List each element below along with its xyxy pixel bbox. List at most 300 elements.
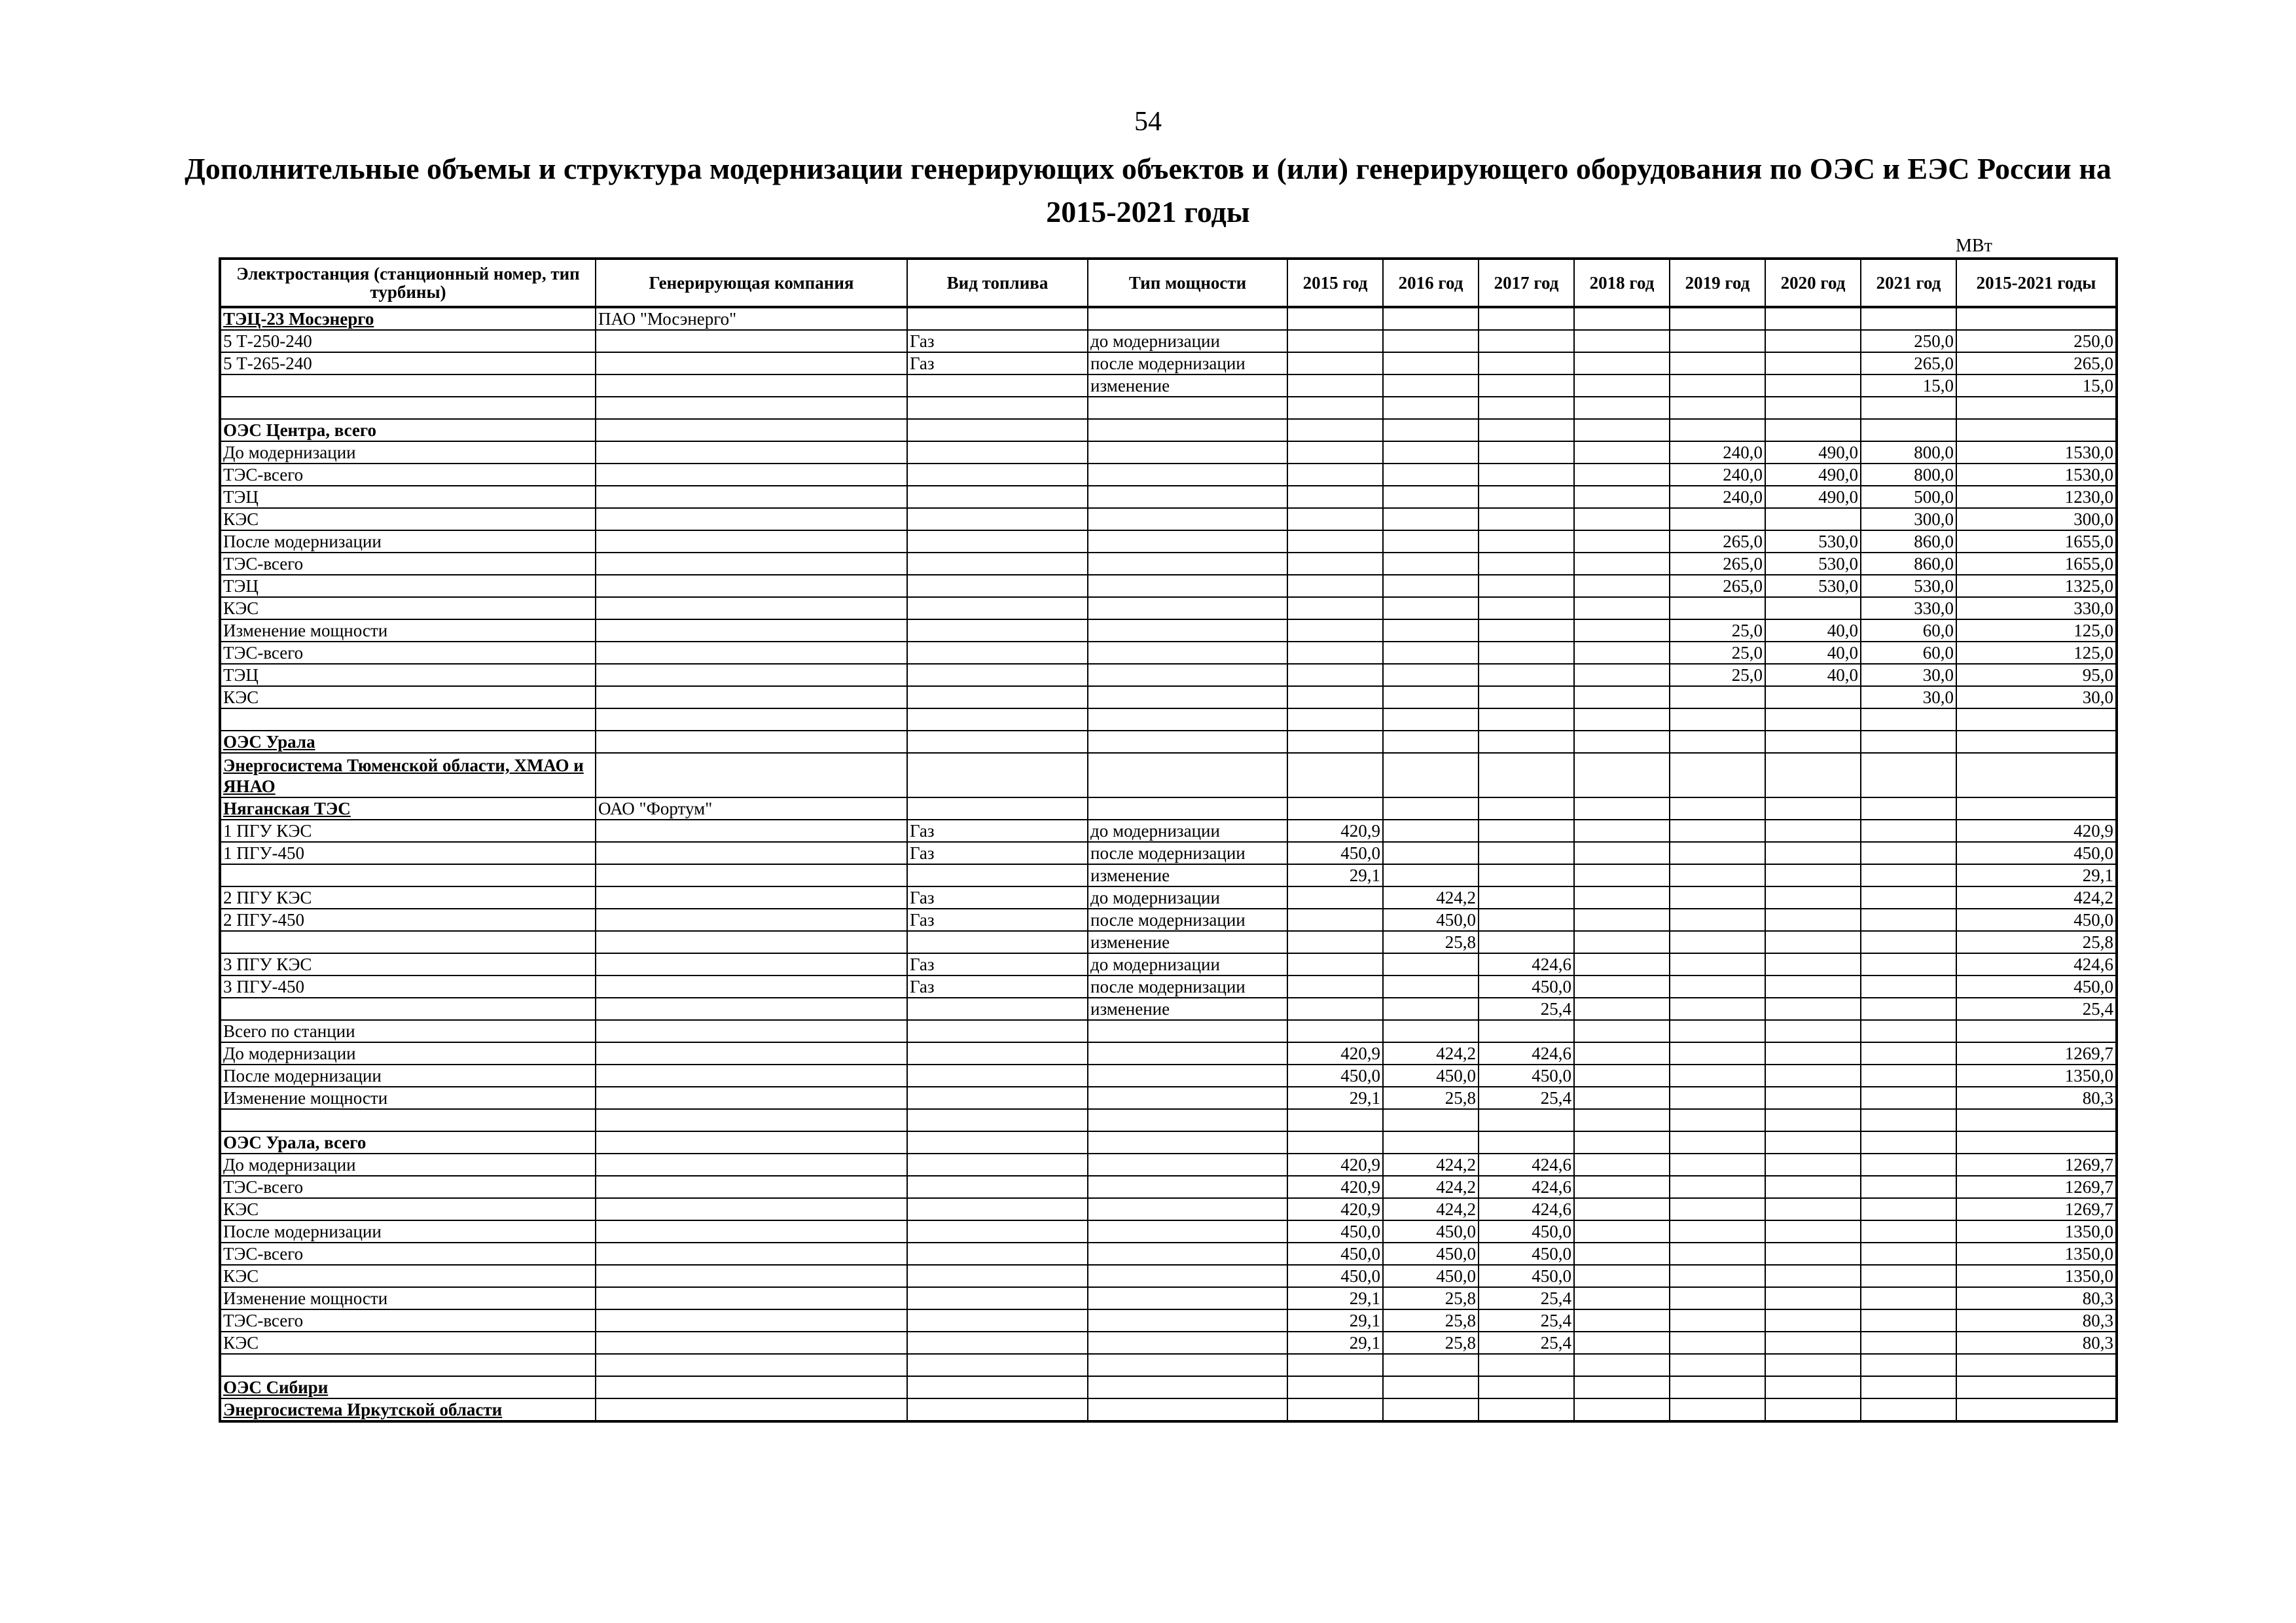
- table-cell: [1574, 597, 1670, 619]
- table-cell: [1861, 1332, 1956, 1354]
- table-row: [220, 1220, 2117, 1243]
- table-cell: Газ: [907, 976, 1088, 998]
- table-cell: [1088, 530, 1287, 553]
- table-cell: [1765, 397, 1861, 419]
- table-cell: [1479, 508, 1574, 530]
- table-cell: [1383, 553, 1479, 575]
- table-cell: [1574, 1398, 1670, 1421]
- table-cell: [907, 1220, 1088, 1243]
- table-cell: [1287, 976, 1383, 998]
- table-cell: [1574, 998, 1670, 1020]
- table-cell: 420,9: [1956, 820, 2117, 842]
- table-cell: [1088, 1042, 1287, 1065]
- table-cell: [907, 464, 1088, 486]
- table-cell: [1287, 307, 1383, 330]
- table-cell: 265,0: [1670, 553, 1765, 575]
- table-cell: [1574, 886, 1670, 909]
- table-cell: 2 ПГУ КЭС: [220, 886, 596, 909]
- table-cell: [1383, 508, 1479, 530]
- table-cell: КЭС: [220, 686, 596, 708]
- table-cell: [1670, 820, 1765, 842]
- table-cell: 1350,0: [1956, 1265, 2117, 1287]
- table-cell: [1383, 998, 1479, 1020]
- table-cell: 25,0: [1670, 642, 1765, 664]
- table-cell: [1670, 1154, 1765, 1176]
- table-cell: [596, 397, 907, 419]
- table-cell: [1670, 1376, 1765, 1398]
- table-cell: 1230,0: [1956, 486, 2117, 508]
- table-cell: [1670, 1287, 1765, 1309]
- table-cell: [1479, 330, 1574, 352]
- table-cell: 450,0: [1383, 1243, 1479, 1265]
- table-cell: [1383, 307, 1479, 330]
- table-cell: [1765, 931, 1861, 953]
- table-cell: [220, 1354, 596, 1376]
- table-cell: Няганская ТЭС: [220, 797, 596, 820]
- table-cell: [1088, 1176, 1287, 1198]
- column-header: Генерирующая компания: [596, 259, 907, 307]
- table-cell: ПАО "Мосэнерго": [596, 307, 907, 330]
- table-cell: 530,0: [1861, 575, 1956, 597]
- table-cell: [596, 708, 907, 731]
- table-cell: [1383, 1354, 1479, 1376]
- table-cell: 25,4: [1479, 998, 1574, 1020]
- table-cell: [1670, 1220, 1765, 1243]
- table-cell: [1861, 1176, 1956, 1198]
- table-cell: [1574, 931, 1670, 953]
- table-cell: 450,0: [1287, 1065, 1383, 1087]
- table-cell: [1956, 1376, 2117, 1398]
- column-header: Вид топлива: [907, 259, 1088, 307]
- table-cell: [1861, 731, 1956, 753]
- table-cell: [1956, 1109, 2117, 1131]
- table-cell: 240,0: [1670, 464, 1765, 486]
- table-cell: [1861, 419, 1956, 441]
- table-cell: [1088, 1065, 1287, 1087]
- table-row: [220, 686, 2117, 708]
- table-cell: [1479, 1109, 1574, 1131]
- table-cell: 330,0: [1861, 597, 1956, 619]
- table-cell: 424,6: [1479, 1198, 1574, 1220]
- table-row: [220, 1087, 2117, 1109]
- table-cell: [1670, 307, 1765, 330]
- table-cell: [1287, 464, 1383, 486]
- table-cell: [907, 686, 1088, 708]
- table-cell: 25,8: [1383, 931, 1479, 953]
- table-cell: 25,4: [1479, 1087, 1574, 1109]
- table-cell: Газ: [907, 909, 1088, 931]
- table-cell: [1861, 708, 1956, 731]
- table-cell: [1479, 441, 1574, 464]
- table-cell: [1383, 686, 1479, 708]
- table-cell: 424,2: [1383, 886, 1479, 909]
- table-cell: [1287, 575, 1383, 597]
- table-cell: [1670, 998, 1765, 1020]
- table-cell: [1574, 508, 1670, 530]
- table-cell: [1574, 530, 1670, 553]
- table-cell: [1574, 307, 1670, 330]
- table-cell: ТЭЦ-23 Мосэнерго: [220, 307, 596, 330]
- table-cell: [1287, 1109, 1383, 1131]
- table-cell: [1574, 1354, 1670, 1376]
- table-cell: [1861, 931, 1956, 953]
- table-cell: [1765, 1131, 1861, 1154]
- table-cell: Энергосистема Тюменской области, ХМАО и ЯНАО: [220, 753, 596, 797]
- table-cell: [1765, 864, 1861, 886]
- table-cell: [1861, 1376, 1956, 1398]
- table-row: [220, 619, 2117, 642]
- table-cell: [1574, 864, 1670, 886]
- table-row: [220, 664, 2117, 686]
- table-cell: 30,0: [1861, 664, 1956, 686]
- table-cell: [907, 731, 1088, 753]
- table-cell: 800,0: [1861, 464, 1956, 486]
- table-cell: ОЭС Урала: [220, 731, 596, 753]
- table-cell: [1574, 1376, 1670, 1398]
- table-row: [220, 1131, 2117, 1154]
- table-cell: 29,1: [1287, 1332, 1383, 1354]
- table-cell: [1574, 708, 1670, 731]
- table-row: [220, 886, 2117, 909]
- table-cell: [1479, 797, 1574, 820]
- table-cell: [1088, 553, 1287, 575]
- table-cell: ТЭС-всего: [220, 464, 596, 486]
- table-cell: [907, 1154, 1088, 1176]
- table-cell: [1670, 864, 1765, 886]
- table-cell: [596, 931, 907, 953]
- table-cell: [907, 1065, 1088, 1087]
- table-cell: [1765, 998, 1861, 1020]
- table-cell: 1530,0: [1956, 441, 2117, 464]
- table-cell: [1765, 1198, 1861, 1220]
- table-cell: 450,0: [1287, 1243, 1383, 1265]
- table-cell: 25,8: [1956, 931, 2117, 953]
- table-cell: [1088, 1398, 1287, 1421]
- table-cell: [907, 1020, 1088, 1042]
- table-cell: [1479, 820, 1574, 842]
- table-cell: [1088, 1220, 1287, 1243]
- table-cell: [1287, 619, 1383, 642]
- table-row: [220, 1198, 2117, 1220]
- table-cell: [1670, 953, 1765, 976]
- table-cell: [1088, 575, 1287, 597]
- table-cell: [1479, 597, 1574, 619]
- table-cell: После модернизации: [220, 530, 596, 553]
- table-cell: 500,0: [1861, 486, 1956, 508]
- table-cell: 450,0: [1956, 909, 2117, 931]
- table-cell: [1574, 330, 1670, 352]
- table-cell: [907, 1376, 1088, 1398]
- table-cell: [1574, 820, 1670, 842]
- table-cell: 25,0: [1670, 664, 1765, 686]
- table-cell: [1383, 864, 1479, 886]
- table-cell: [1287, 352, 1383, 374]
- table-cell: до модернизации: [1088, 953, 1287, 976]
- table-cell: [1479, 397, 1574, 419]
- table-cell: 1269,7: [1956, 1198, 2117, 1220]
- table-cell: [907, 931, 1088, 953]
- table-cell: [1574, 686, 1670, 708]
- table-cell: [907, 1087, 1088, 1109]
- table-cell: [596, 1042, 907, 1065]
- table-cell: [596, 1287, 907, 1309]
- table-cell: до модернизации: [1088, 330, 1287, 352]
- table-cell: [1670, 374, 1765, 397]
- table-cell: [1956, 397, 2117, 419]
- table-cell: [1479, 1354, 1574, 1376]
- table-row: [220, 953, 2117, 976]
- table-cell: [907, 1131, 1088, 1154]
- table-cell: 424,2: [1383, 1198, 1479, 1220]
- table-row: [220, 797, 2117, 820]
- table-cell: [1861, 1287, 1956, 1309]
- table-cell: 250,0: [1956, 330, 2117, 352]
- table-cell: [1765, 909, 1861, 931]
- table-cell: [1088, 307, 1287, 330]
- table-cell: [596, 1198, 907, 1220]
- table-cell: ОЭС Сибири: [220, 1376, 596, 1398]
- table-cell: ТЭЦ: [220, 575, 596, 597]
- table-cell: [1088, 753, 1287, 797]
- table-cell: [1670, 886, 1765, 909]
- table-cell: [1861, 1042, 1956, 1065]
- table-cell: [596, 1154, 907, 1176]
- page-number: 54: [1134, 107, 1162, 137]
- table-cell: [596, 820, 907, 842]
- table-cell: [1670, 397, 1765, 419]
- table-cell: 490,0: [1765, 441, 1861, 464]
- table-cell: [1088, 1154, 1287, 1176]
- table-cell: [1088, 1332, 1287, 1354]
- table-cell: [907, 753, 1088, 797]
- table-cell: [1479, 486, 1574, 508]
- table-cell: [1861, 1154, 1956, 1176]
- table-cell: [1287, 553, 1383, 575]
- table-row: [220, 575, 2117, 597]
- table-row: [220, 820, 2117, 842]
- table-cell: Газ: [907, 330, 1088, 352]
- table-cell: 490,0: [1765, 464, 1861, 486]
- table-cell: [907, 597, 1088, 619]
- table-cell: [1670, 1042, 1765, 1065]
- table-cell: 25,8: [1383, 1287, 1479, 1309]
- table-cell: КЭС: [220, 597, 596, 619]
- table-cell: [1088, 664, 1287, 686]
- table-cell: [596, 642, 907, 664]
- table-cell: [220, 397, 596, 419]
- table-cell: [596, 1354, 907, 1376]
- table-cell: [907, 1287, 1088, 1309]
- table-cell: [907, 1265, 1088, 1287]
- table-cell: ОАО "Фортум": [596, 797, 907, 820]
- table-cell: [1765, 1087, 1861, 1109]
- table-cell: [1287, 441, 1383, 464]
- table-cell: [1088, 1354, 1287, 1376]
- table-cell: [1574, 1042, 1670, 1065]
- table-cell: [1088, 1309, 1287, 1332]
- table-cell: [1088, 1243, 1287, 1265]
- table-cell: [1383, 953, 1479, 976]
- table-cell: [1287, 508, 1383, 530]
- table-cell: [1088, 597, 1287, 619]
- table-cell: 240,0: [1670, 486, 1765, 508]
- table-cell: [1765, 820, 1861, 842]
- table-row: [220, 1042, 2117, 1065]
- table-cell: [907, 619, 1088, 642]
- table-cell: [1383, 419, 1479, 441]
- table-cell: КЭС: [220, 1332, 596, 1354]
- table-cell: [1574, 642, 1670, 664]
- table-cell: Изменение мощности: [220, 1087, 596, 1109]
- table-cell: [1765, 753, 1861, 797]
- table-cell: 80,3: [1956, 1332, 2117, 1354]
- table-cell: 450,0: [1479, 1265, 1574, 1287]
- table-cell: [1670, 797, 1765, 820]
- table-cell: 300,0: [1861, 508, 1956, 530]
- table-cell: 1655,0: [1956, 553, 2117, 575]
- table-cell: [596, 976, 907, 998]
- table-cell: [1574, 441, 1670, 464]
- table-cell: [1861, 1354, 1956, 1376]
- table-cell: ТЭС-всего: [220, 1176, 596, 1198]
- table-cell: 450,0: [1287, 842, 1383, 864]
- table-row: [220, 976, 2117, 998]
- table-cell: [1574, 575, 1670, 597]
- table-cell: [1861, 976, 1956, 998]
- table-cell: [1574, 1332, 1670, 1354]
- table-row: [220, 1309, 2117, 1332]
- column-header: 2021 год: [1861, 259, 1956, 307]
- table-cell: [1383, 441, 1479, 464]
- table-cell: [1088, 1198, 1287, 1220]
- table-cell: 2 ПГУ-450: [220, 909, 596, 931]
- table-cell: [1765, 1398, 1861, 1421]
- table-cell: [1861, 1109, 1956, 1131]
- table-cell: [1670, 842, 1765, 864]
- table-cell: 450,0: [1287, 1220, 1383, 1243]
- table-row: [220, 931, 2117, 953]
- table-cell: [907, 553, 1088, 575]
- table-cell: [1383, 1109, 1479, 1131]
- table-cell: [596, 1176, 907, 1198]
- table-cell: [1956, 1398, 2117, 1421]
- table-cell: 424,6: [1479, 1176, 1574, 1198]
- table-cell: после модернизации: [1088, 842, 1287, 864]
- column-header: Тип мощности: [1088, 259, 1287, 307]
- table-cell: [1861, 1087, 1956, 1109]
- table-cell: 450,0: [1956, 842, 2117, 864]
- table-cell: 265,0: [1670, 575, 1765, 597]
- table-cell: [596, 686, 907, 708]
- table-cell: [1765, 886, 1861, 909]
- table-cell: [1765, 1020, 1861, 1042]
- table-cell: [907, 642, 1088, 664]
- column-header: 2015 год: [1287, 259, 1383, 307]
- table-cell: [1479, 1131, 1574, 1154]
- column-header: 2017 год: [1479, 259, 1574, 307]
- table-cell: [1383, 464, 1479, 486]
- table-cell: 420,9: [1287, 820, 1383, 842]
- table-cell: [1383, 397, 1479, 419]
- table-cell: [1287, 374, 1383, 397]
- table-cell: Газ: [907, 842, 1088, 864]
- table-cell: [1287, 642, 1383, 664]
- table-row: [220, 352, 2117, 374]
- table-cell: [1479, 1020, 1574, 1042]
- table-cell: [907, 1354, 1088, 1376]
- table-cell: [1287, 664, 1383, 686]
- table-cell: [596, 1220, 907, 1243]
- table-cell: [596, 664, 907, 686]
- table-cell: [596, 619, 907, 642]
- table-cell: 125,0: [1956, 619, 2117, 642]
- table-cell: [1670, 1131, 1765, 1154]
- table-cell: 15,0: [1956, 374, 2117, 397]
- table-cell: [907, 575, 1088, 597]
- table-cell: [1861, 1220, 1956, 1243]
- table-cell: 450,0: [1479, 976, 1574, 998]
- table-cell: [596, 1376, 907, 1398]
- table-cell: 15,0: [1861, 374, 1956, 397]
- table-cell: [1574, 1131, 1670, 1154]
- table-cell: [1670, 330, 1765, 352]
- table-cell: 5 Т-265-240: [220, 352, 596, 374]
- table-cell: 1 ПГУ КЭС: [220, 820, 596, 842]
- table-cell: [1765, 1265, 1861, 1287]
- table-cell: [1287, 886, 1383, 909]
- table-cell: [220, 931, 596, 953]
- table-cell: [1479, 931, 1574, 953]
- table-cell: 265,0: [1956, 352, 2117, 374]
- table-cell: [1574, 1065, 1670, 1087]
- table-cell: после модернизации: [1088, 909, 1287, 931]
- table-cell: [1088, 1265, 1287, 1287]
- table-cell: [596, 953, 907, 976]
- table-cell: [1670, 1176, 1765, 1198]
- table-cell: [1383, 976, 1479, 998]
- table-cell: 25,8: [1383, 1309, 1479, 1332]
- table-cell: [1383, 842, 1479, 864]
- table-cell: [1574, 1020, 1670, 1042]
- table-cell: Изменение мощности: [220, 1287, 596, 1309]
- table-cell: [1479, 619, 1574, 642]
- table-cell: [1479, 842, 1574, 864]
- table-cell: изменение: [1088, 374, 1287, 397]
- table-cell: [1956, 753, 2117, 797]
- table-cell: [1765, 419, 1861, 441]
- table-cell: [1765, 597, 1861, 619]
- table-cell: [596, 1243, 907, 1265]
- table-cell: [1479, 686, 1574, 708]
- table-cell: 300,0: [1956, 508, 2117, 530]
- table-cell: [1479, 419, 1574, 441]
- table-cell: [1670, 1332, 1765, 1354]
- table-cell: 450,0: [1956, 976, 2117, 998]
- column-header: 2015-2021 годы: [1956, 259, 2117, 307]
- table-row: [220, 998, 2117, 1020]
- table-cell: 40,0: [1765, 619, 1861, 642]
- table-cell: [1765, 953, 1861, 976]
- table-cell: [1574, 731, 1670, 753]
- table-cell: [596, 753, 907, 797]
- table-cell: 450,0: [1383, 1220, 1479, 1243]
- table-cell: 450,0: [1383, 1265, 1479, 1287]
- table-cell: [1479, 664, 1574, 686]
- table-cell: [1479, 530, 1574, 553]
- table-cell: [1287, 998, 1383, 1020]
- table-cell: [1670, 731, 1765, 753]
- table-cell: [1383, 708, 1479, 731]
